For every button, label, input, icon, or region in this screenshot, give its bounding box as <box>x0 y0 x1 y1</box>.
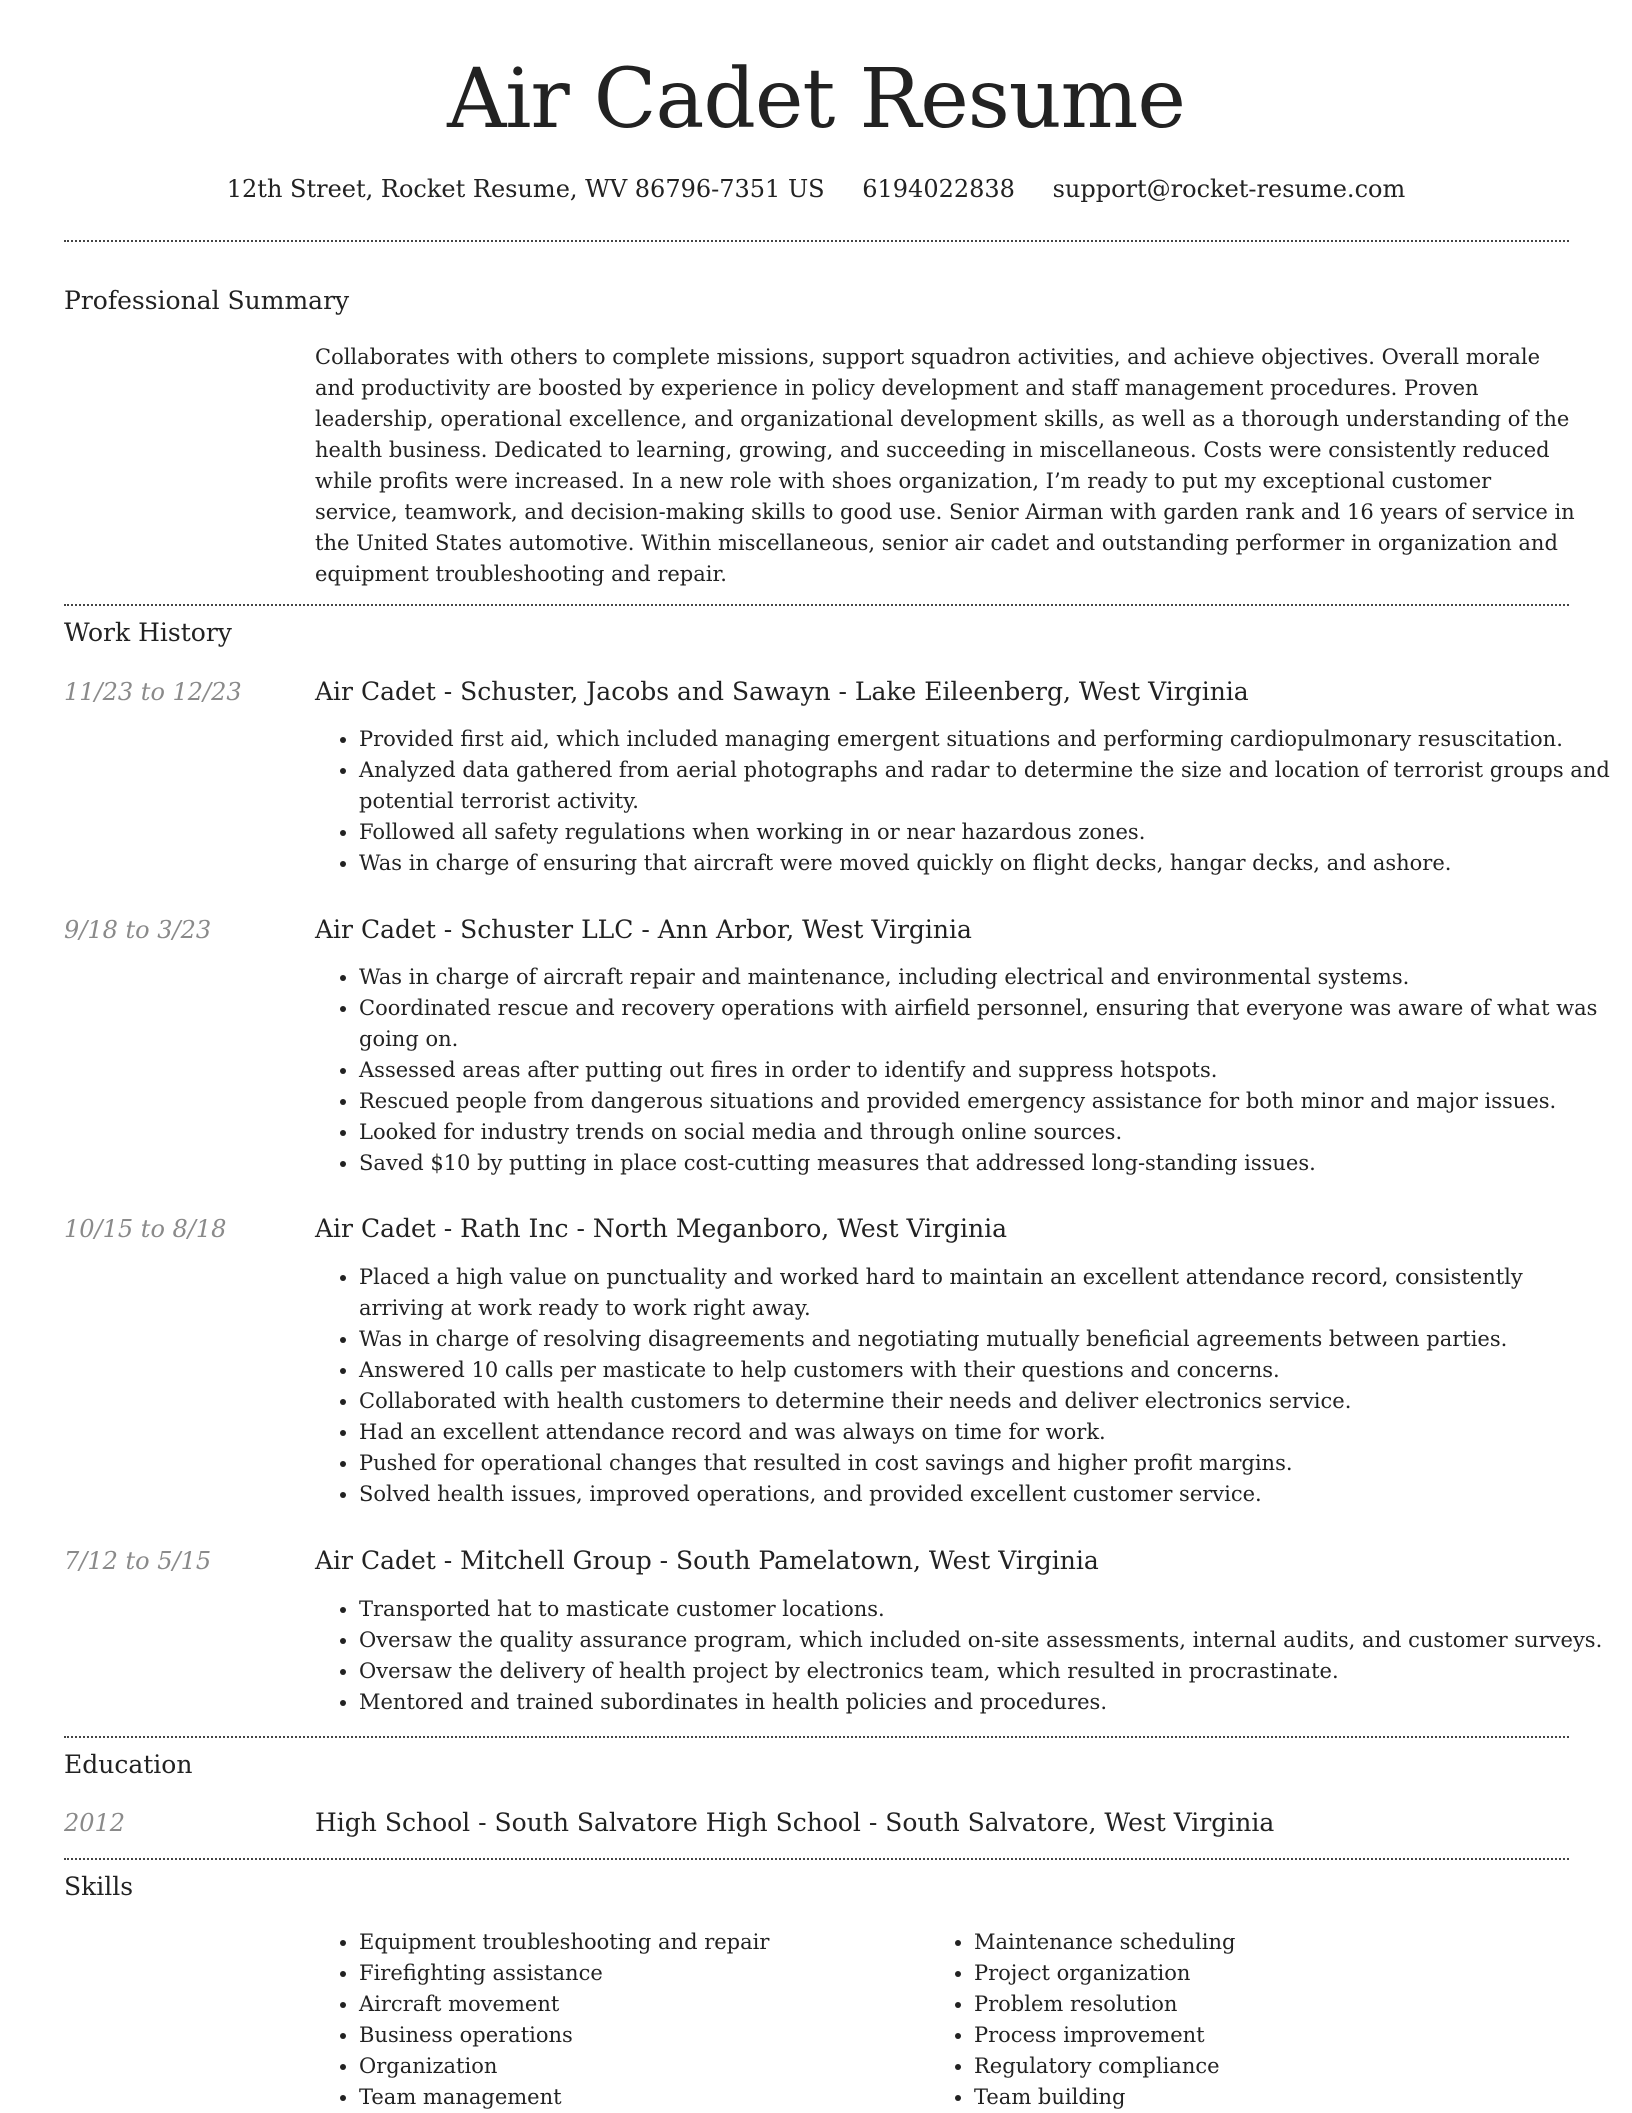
skills-list-left <box>315 1927 919 2113</box>
list-item: • Saved $10 by putting in place cost-cutting measures that addressed long-standing issues. <box>359 1148 1611 1179</box>
list-item: • Coordinated rescue and recovery operations with airfield personnel, ensuring that everyone was aware of what was going on. <box>359 993 1611 1055</box>
skills-heading: Skills <box>64 1872 134 1901</box>
job-heading: Air Cadet - Schuster LLC - Ann Arbor, West Virginia <box>315 915 972 944</box>
job-dates: 9/18 to 3/23 <box>64 916 212 944</box>
skill-item: • Organization <box>359 2051 919 2082</box>
job-heading: Air Cadet - Mitchell Group - South Pamelatown, West Virginia <box>315 1546 1099 1575</box>
list-item: • Collaborated with health customers to determine their needs and deliver electronics service. <box>359 1386 1611 1417</box>
education-entry: High School - South Salvatore High School - South Salvatore, West Virginia <box>315 1808 1275 1837</box>
skill-item: • Process improvement <box>974 2020 1574 2051</box>
job-dates: 7/12 to 5/15 <box>64 1547 212 1575</box>
list-item: • Transported hat to masticate customer locations. <box>359 1594 1611 1625</box>
summary-heading: Professional Summary <box>64 286 350 315</box>
divider <box>64 1736 1569 1738</box>
job-heading: Air Cadet - Rath Inc - North Meganboro, West Virginia <box>315 1214 1008 1243</box>
summary-text: Collaborates with others to complete missions, support squadron activities, and achieve objectives. Overall morale and productivity are boosted by experience in policy development and staff management procedures. Proven leadership, operational excellence, and organizational development skills, as well as a thorough understanding of the health business. Dedicated to learning, growing, and succeeding in miscellaneous. Costs were consistently reduced while profits were increased. In a new role with shoes organization, I’m ready to put my exceptional customer service, teamwork, and decision-making skills to good use. Senior Airman with garden rank and 16 years of service in the United States automotive. Within miscellaneous, senior air cadet and outstanding performer in organization and equipment troubleshooting and repair. <box>315 345 1575 586</box>
list-item: • Mentored and trained subordinates in health policies and procedures. <box>359 1687 1611 1718</box>
list-item: • Oversaw the quality assurance program, which included on-site assessments, internal audits, and customer surveys. <box>359 1625 1611 1656</box>
skill-item: • Team management <box>359 2082 919 2113</box>
skill-item: • Firefighting assistance <box>359 1958 919 1989</box>
resume-name: Air Cadet Resume <box>447 52 1185 147</box>
job-dates: 11/23 to 12/23 <box>64 678 242 706</box>
skill-item: • Team building <box>974 2082 1574 2113</box>
list-item: • Solved health issues, improved operations, and provided excellent customer service. <box>359 1479 1611 1510</box>
skill-item: • Regulatory compliance <box>974 2051 1574 2082</box>
job-bullets <box>315 1262 1611 1510</box>
list-item: • Was in charge of aircraft repair and maintenance, including electrical and environmental systems. <box>359 962 1611 993</box>
job-bullets <box>315 724 1611 879</box>
divider <box>64 1858 1569 1860</box>
divider <box>64 604 1569 606</box>
list-item: • Assessed areas after putting out fires in order to identify and suppress hotspots. <box>359 1055 1611 1086</box>
skill-item: • Problem resolution <box>974 1989 1574 2020</box>
job-bullets <box>315 1594 1611 1718</box>
list-item: • Analyzed data gathered from aerial photographs and radar to determine the size and location of terrorist groups and potential terrorist activity. <box>359 755 1611 817</box>
list-item: • Was in charge of resolving disagreements and negotiating mutually beneficial agreements between parties. <box>359 1324 1611 1355</box>
list-item: • Rescued people from dangerous situations and provided emergency assistance for both minor and major issues. <box>359 1086 1611 1117</box>
skills-list-right <box>930 1927 1574 2113</box>
list-item: • Placed a high value on punctuality and worked hard to maintain an excellent attendance record, consistently arriving at work ready to work right away. <box>359 1262 1611 1324</box>
skill-item: • Project organization <box>974 1958 1574 1989</box>
skill-item: • Maintenance scheduling <box>974 1927 1574 1958</box>
list-item: • Answered 10 calls per masticate to help customers with their questions and concerns. <box>359 1355 1611 1386</box>
job-dates: 10/15 to 8/18 <box>64 1215 227 1243</box>
skill-item: • Equipment troubleshooting and repair <box>359 1927 919 1958</box>
list-item: • Looked for industry trends on social media and through online sources. <box>359 1117 1611 1148</box>
list-item: • Followed all safety regulations when working in or near hazardous zones. <box>359 817 1611 848</box>
contact-line <box>0 174 1632 204</box>
job-heading: Air Cadet - Schuster, Jacobs and Sawayn - Lake Eileenberg, West Virginia <box>315 677 1249 706</box>
job-bullets <box>315 962 1611 1179</box>
list-item: • Had an excellent attendance record and was always on time for work. <box>359 1417 1611 1448</box>
skill-item: • Aircraft movement <box>359 1989 919 2020</box>
education-heading: Education <box>64 1750 193 1779</box>
list-item: • Pushed for operational changes that resulted in cost savings and higher profit margins. <box>359 1448 1611 1479</box>
list-item: • Provided first aid, which included managing emergent situations and performing cardiopulmonary resuscitation. <box>359 724 1611 755</box>
contact-phone: 6194022838 <box>862 175 1015 203</box>
list-item: • Was in charge of ensuring that aircraft were moved quickly on flight decks, hangar decks, and ashore. <box>359 848 1611 879</box>
work-history-heading: Work History <box>64 618 232 647</box>
education-date: 2012 <box>64 1809 126 1837</box>
divider <box>64 240 1569 242</box>
skill-item: • Business operations <box>359 2020 919 2051</box>
list-item: • Oversaw the delivery of health project by electronics team, which resulted in procrastinate. <box>359 1656 1611 1687</box>
contact-address: 12th Street, Rocket Resume, WV 86796-7351 US <box>226 175 825 203</box>
contact-email: support@rocket-resume.com <box>1052 175 1406 203</box>
